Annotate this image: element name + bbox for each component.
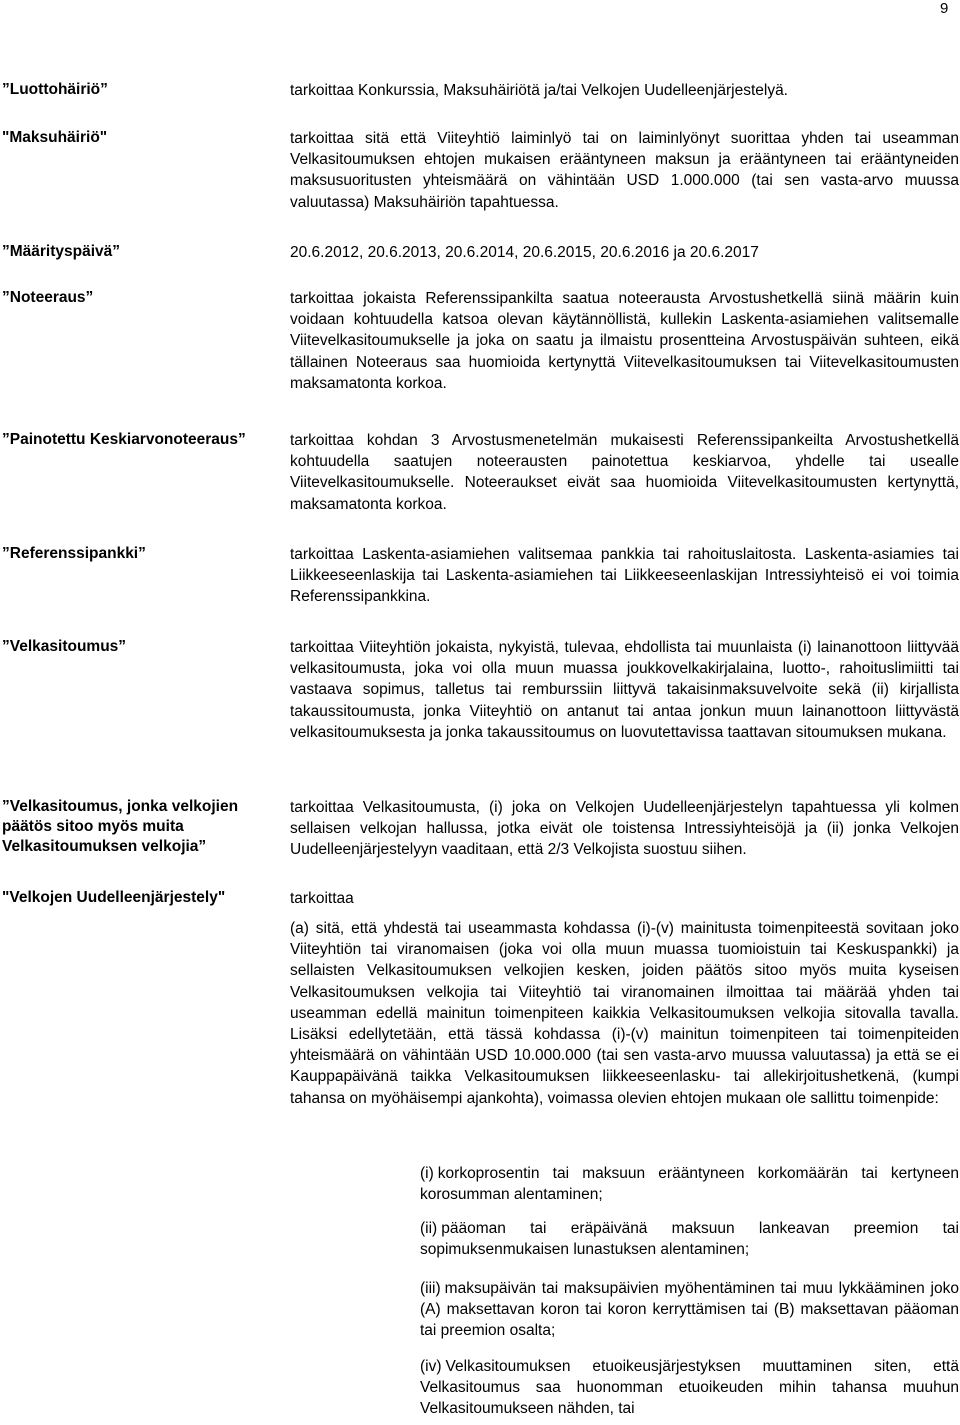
definition-maksuhairio: tarkoittaa sitä että Viiteyhtiö laiminlyö tai on laiminlyönyt suorittaa yhden tai useamman Velkasitoumuksen ehtojen mukaisen erääntyneen maksun ja erääntyneen tai erääntyneiden maksusuoritusten yhteismäärä on vähintään USD 1.000.000 (tai sen vasta-arvo muussa valuutassa) Maksuhäiriön tapahtuessa.: [290, 130, 959, 211]
term-luottohairio: ”Luottohäiriö”: [2, 81, 108, 98]
definition-referenssipankki: tarkoittaa Laskenta-asiamiehen valitsemaa pankkia tai rahoituslaitosta. Laskenta-asiamies tai Liikkeeseenlaskija tai Laskenta-asiamiehen tai Liikkeeseenlaskijan Intressiyhteisö ei voi toimia Referenssipankkina.: [290, 546, 959, 606]
item-text: korkoprosentin tai maksuun erääntyneen korkomäärän tai kertyneen korosumman alentaminen;: [420, 1165, 959, 1204]
page-number: 9: [940, 0, 949, 17]
restructuring-item: [420, 1278, 959, 1342]
item-label: (iii): [420, 1280, 441, 1297]
item-text: Velkasitoumuksen etuoikeusjärjestyksen muuttaminen siten, että Velkasitoumus saa huonomman etuoikeuden mihin tahansa muuhun Velkasitoumukseen nähden, tai: [420, 1358, 959, 1418]
restructuring-item: [420, 1218, 959, 1260]
definition-velkasitoumus-sitova: tarkoittaa Velkasitoumusta, (i) joka on Velkojen Uudelleenjärjestelyn tapahtuessa yli kolmen sellaisen velkojan hallussa, jotka eivät ole toistensa Intressiyhteisöjä ja (ii) jonka Velkojen Uudelleenjärjestelyyn vaaditaan, että 2/3 Velkojista suostuu siihen.: [290, 799, 959, 859]
definition-noteeraus: tarkoittaa jokaista Referenssipankilta saatua noteerausta Arvostushetkellä siinä määrin kuin voidaan kohtuudella katsoa olevan käytännöllistä, kullekin Laskenta-asiamiehen valitsemalle Viitevelkasitoumukselle ja joka on saatu ja ilmaistu prosentteina Arvostuspäivän suhteen, eikä tällainen Noteeraus saa huomioida kertynyttä Viitevelkasitoumuksen tai Viitevelkasitoumusten maksamatonta korkoa.: [290, 290, 959, 392]
term-referenssipankki: ”Referenssipankki”: [2, 545, 146, 562]
term-noteeraus: ”Noteeraus”: [2, 289, 94, 306]
term-velkojen-uudelleenjarjestely: "Velkojen Uudelleenjärjestely": [2, 889, 226, 906]
restructuring-intro: (a) sitä, että yhdestä tai useammasta kohdassa (i)-(v) mainitusta toimenpiteestä sovitaan joko Viiteyhtiön tai viranomaisen (joka voi olla muun muassa tuomioistuin tai Keskuspankki) ja sellaisten Velkasitoumuksen velkojien kesken, joiden päätös sitoo myös muita kyseisen Velkasitoumuksen velkojia tai Viiteyhtiö tai viranomainen ilmoittaa tai määrää yhden tai useamman edellä mainitun toimenpiteen kaikkia Velkasitoumuksen velkojia sitovalla tavalla. Lisäksi edellytetään, että tässä kohdassa (i)-(v) mainitun toimenpiteen tai toimenpiteiden yhteismäärä on vähintään USD 10.000.000 (tai sen vasta-arvo muussa valuutassa) ja että se ei Kauppapäivänä taikka Velkasitoumuksen liikkeeseenlasku- tai allekirjoitushetkenä, (kumpi tahansa on myöhäisempi ajankohta), voimassa olevien ehtojen mukaan ole sallittu toimenpide:: [290, 920, 959, 1107]
restructuring-item: [420, 1163, 959, 1205]
restructuring-item: [420, 1356, 959, 1420]
term-maarityspaiva: ”Määrityspäivä”: [2, 243, 121, 260]
definition-painotettu-keskiarvonoteeraus: tarkoittaa kohdan 3 Arvostusmenetelmän mukaisesti Referenssipankeilta Arvostushetkellä kohtuudella saatujen noteerausten painotettua keskiarvoa, yhdelle tai usealle Viitevelkasitoumukselle. Noteeraukset eivät saa huomioida Viitevelkasitoumusten kertynyttä, maksamatonta korkoa.: [290, 432, 959, 513]
term-maksuhairio: "Maksuhäiriö": [2, 129, 108, 146]
item-text: pääoman tai eräpäivänä maksuun lankeavan preemion tai sopimuksenmukaisen lunastuksen alentaminen;: [420, 1220, 959, 1259]
item-label: (iv): [420, 1358, 442, 1375]
definition-luottohairio: tarkoittaa Konkurssia, Maksuhäiriötä ja/tai Velkojen Uudelleenjärjestelyä.: [290, 82, 788, 99]
item-label: (ii): [420, 1220, 438, 1237]
term-velkasitoumus-sitova: ”Velkasitoumus, jonka velkojien päätös sitoo myös muita Velkasitoumuksen velkojia”: [2, 798, 239, 855]
item-text: maksupäivän tai maksupäivien myöhentäminen tai muu lykkääminen joko (A) maksettavan koron tai koron kerryttämisen tai (B) maksettavan pääoman tai preemion osalta;: [420, 1280, 959, 1340]
item-label: (i): [420, 1165, 434, 1182]
definition-velkojen-uudelleenjarjestely: tarkoittaa: [290, 890, 354, 907]
term-painotettu-keskiarvonoteeraus: ”Painotettu Keskiarvonoteeraus”: [2, 431, 246, 448]
term-velkasitoumus: ”Velkasitoumus”: [2, 638, 127, 655]
definition-maarityspaiva: 20.6.2012, 20.6.2013, 20.6.2014, 20.6.2015, 20.6.2016 ja 20.6.2017: [290, 244, 759, 261]
definition-velkasitoumus: tarkoittaa Viiteyhtiön jokaista, nykyistä, tulevaa, ehdollista tai muunlaista (i) lainanottoon liittyvää velkasitoumusta, joka voi olla muun muassa joukkovelkakirjalaina, luotto-, rahoituslimiitti tai vastaava sopimus, talletus tai remburssiin liittyvä takaisinmaksuvelvoite sekä (ii) kirjallista takaussitoumusta, jonka Viiteyhtiö on antanut tai antaa jonkun muun lainanottoon liittyvästä velkasitoumuksesta ja jonka takaussitoumus on luovutettavissa taattavan sitoumuksen mukana.: [290, 639, 959, 741]
